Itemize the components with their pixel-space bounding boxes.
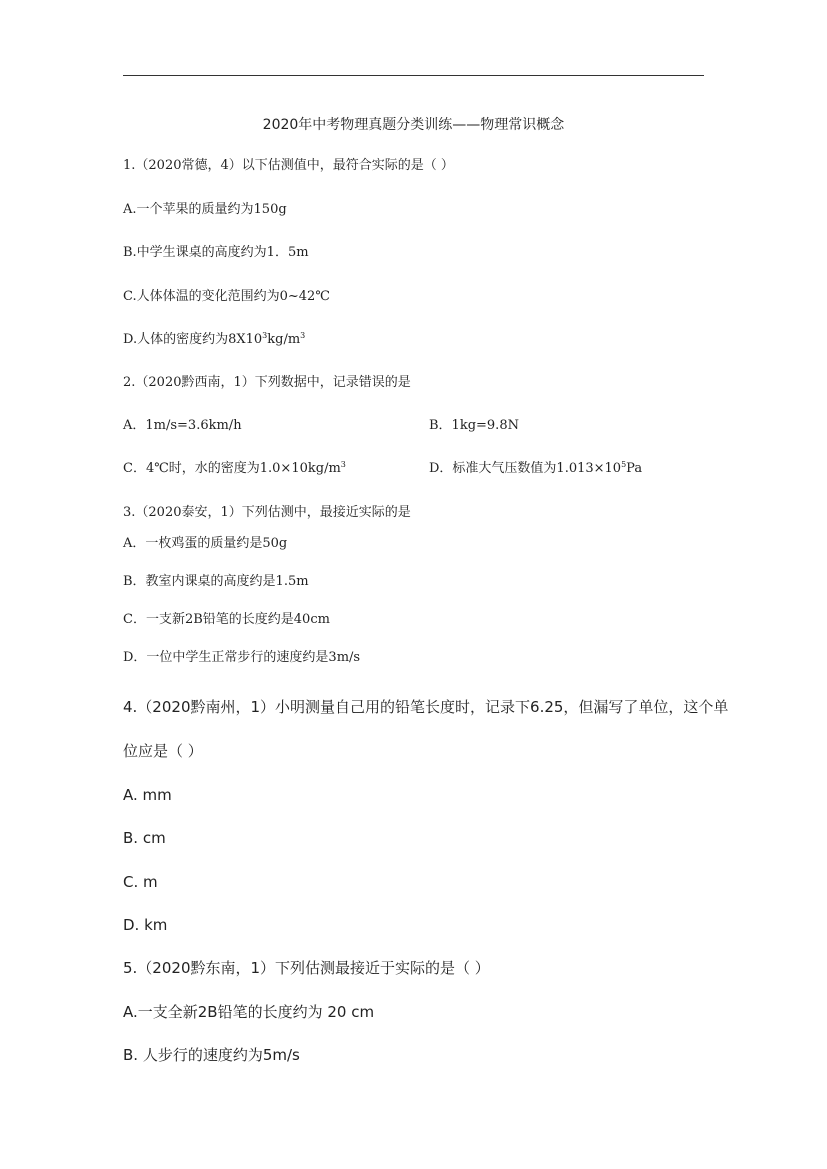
- q4-option-d: D. km: [123, 916, 168, 934]
- q5-stem: 5.（2020黔东南，1）下列估测最接近于实际的是（ ）: [123, 959, 490, 977]
- q4-stem-line1: 4.（2020黔南州，1）小明测量自己用的铅笔长度时，记录下6.25，但漏写了单位，这个单: [123, 698, 729, 716]
- q3-option-d: D．一位中学生正常步行的速度约是3m/s: [123, 650, 361, 665]
- q2-option-b: B．1kg=9.8N: [429, 418, 519, 433]
- q3-option-a: A．一枚鸡蛋的质量约是50g: [123, 536, 288, 551]
- header-rule: [123, 75, 704, 76]
- q1-stem: 1.（2020常德，4）以下估测值中，最符合实际的是（ ）: [123, 158, 454, 173]
- q2-stem: 2.（2020黔西南，1）下列数据中，记录错误的是: [123, 375, 411, 390]
- q1-option-b: B.中学生课桌的高度约为1．5m: [123, 245, 309, 260]
- q4-stem-line2: 位应是（ ）: [123, 742, 203, 760]
- q2-option-d: D．标准大气压数值为$1.013\times 10^5Pa$: [429, 460, 643, 476]
- q3-option-c: C．一支新2B铅笔的长度约是40cm: [123, 612, 330, 627]
- q4-option-b: B. cm: [123, 829, 166, 847]
- q5-option-a: A.一支全新2B铅笔的长度约为 20 cm: [123, 1003, 375, 1021]
- page-title: 2020年中考物理真题分类训练——物理常识概念: [262, 117, 565, 133]
- q1-option-d: D.人体的密度约为$8X10^3kg/m^3$: [123, 331, 306, 347]
- q4-option-a: A. mm: [123, 786, 172, 804]
- q3-option-b: B．教室内课桌的高度约是1.5m: [123, 574, 309, 589]
- q1-option-a: A.一个苹果的质量约为150g: [123, 202, 287, 217]
- q3-stem: 3.（2020泰安，1）下列估测中，最接近实际的是: [123, 505, 411, 520]
- q5-option-b: B. 人步行的速度约为5m/s: [123, 1046, 300, 1064]
- q2-option-a: A．1m/s=3.6km/h: [123, 418, 242, 433]
- q4-option-c: C. m: [123, 873, 158, 891]
- q2-option-c: C．4℃时，水的密度为$1.0\times 10kg/m^3$: [123, 460, 346, 476]
- q1-option-c: C.人体体温的变化范围约为0~42℃: [123, 289, 330, 304]
